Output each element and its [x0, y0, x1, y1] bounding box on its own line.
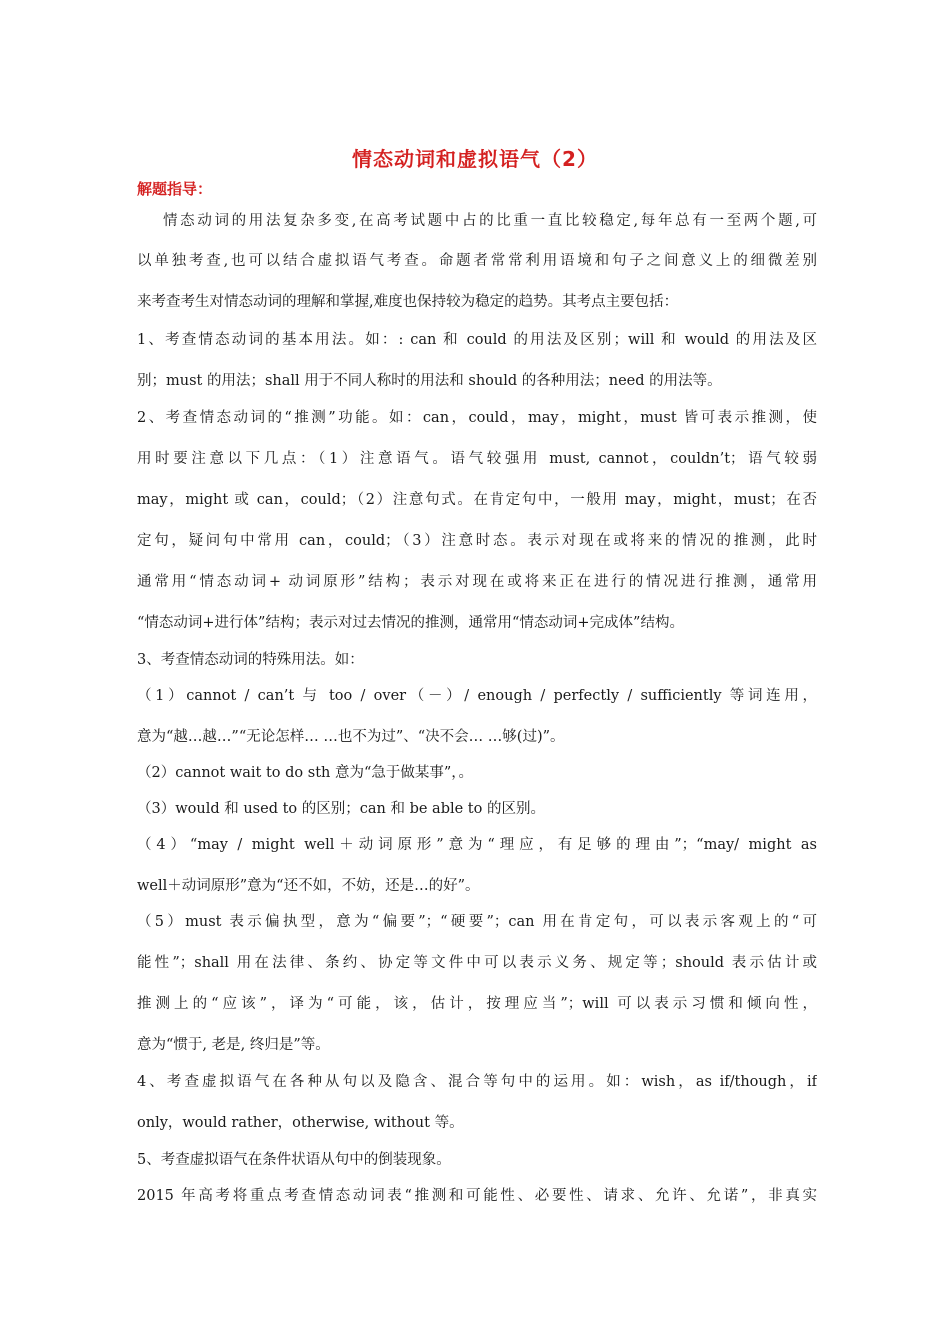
paragraph-line: 用时要注意以下几点：（1）注意语气。语气较强用 must, cannot，couldn’t；语气较弱: [137, 451, 817, 467]
paragraph-line: 别；must 的用法；shall 用于不同人称时的用法和 should 的各种用法；need 的用法等。: [137, 373, 722, 389]
paragraph-line: （2）cannot wait to do sth 意为“急于做某事”，。: [137, 765, 474, 781]
paragraph-line: 3、考查情态动词的特殊用法。如：: [137, 652, 364, 668]
paragraph-line: 2015 年高考将重点考查情态动词表“推测和可能性、必要性、请求、允许、允诺”，非真实: [137, 1188, 817, 1204]
paragraph-line: 意为“越…越…”“无论怎样… …也不为过”、“决不会… …够(过)”。: [137, 729, 565, 745]
paragraph-line: 4、考查虚拟语气在各种从句以及隐含、混合等句中的运用。如：wish，as if/though，if: [137, 1074, 817, 1090]
paragraph-line: “情态动词+进行体”结构；表示对过去情况的推测，通常用“情态动词+完成体”结构。: [137, 615, 684, 631]
document-title: 情态动词和虚拟语气（2）: [352, 147, 598, 171]
paragraph-line: may，might 或 can，could；（2）注意句式。在肯定句中，一般用 may，might，must；在否: [137, 492, 817, 508]
paragraph-line: （1）cannot / can’t 与 too / over（－）/ enough / perfectly / sufficiently 等词连用，: [137, 688, 817, 704]
paragraph-line: 2、考查情态动词的“推测”功能。如：can，could，may，might，must 皆可表示推测，使: [137, 410, 817, 426]
paragraph-line: 5、考查虚拟语气在条件状语从句中的倒装现象。: [137, 1152, 451, 1168]
paragraph-line: 能性”；shall 用在法律、条约、协定等文件中可以表示义务、规定等；should 表示估计或: [137, 955, 817, 971]
paragraph-line: 定句，疑问句中常用 can，could；（3）注意时态。表示对现在或将来的情况的推测，此时: [137, 533, 817, 549]
paragraph-line: well＋动词原形”意为“还不如，不妨，还是…的好”。: [137, 878, 480, 894]
paragraph-line: （5）must 表示偏执型，意为“偏要”；“硬要”；can 用在肯定句，可以表示客观上的“可: [137, 914, 817, 930]
paragraph-line: 1、考查情态动词的基本用法。如：: can 和 could 的用法及区别；will 和 would 的用法及区: [137, 332, 817, 348]
paragraph-line: only，would rather，otherwise, without 等。: [137, 1115, 464, 1131]
section-heading: 解题指导：: [137, 180, 213, 198]
paragraph-line: （3）would 和 used to 的区别；can 和 be able to 的区别。: [137, 801, 545, 817]
paragraph-line: 以单独考查,也可以结合虚拟语气考查。命题者常常利用语境和句子之间意义上的细微差别: [137, 253, 817, 269]
paragraph-line: 来考查考生对情态动词的理解和掌握,难度也保持较为稳定的趋势。其考点主要包括：: [137, 294, 679, 310]
paragraph-line: （4）“may / might well＋动词原形”意为“理应，有足够的理由”；“may/ might as: [137, 837, 817, 853]
paragraph-line: 推测上的“应该”，译为“可能，该，估计，按理应当”；will 可以表示习惯和倾向性，: [137, 996, 817, 1012]
paragraph-line: 通常用“情态动词+ 动词原形”结构；表示对现在或将来正在进行的情况进行推测，通常用: [137, 574, 817, 590]
paragraph-line: 意为“惯于, 老是, 终归是”等。: [137, 1037, 330, 1053]
paragraph-line: 情态动词的用法复杂多变,在高考试题中占的比重一直比较稳定,每年总有一至两个题,可: [163, 213, 817, 229]
